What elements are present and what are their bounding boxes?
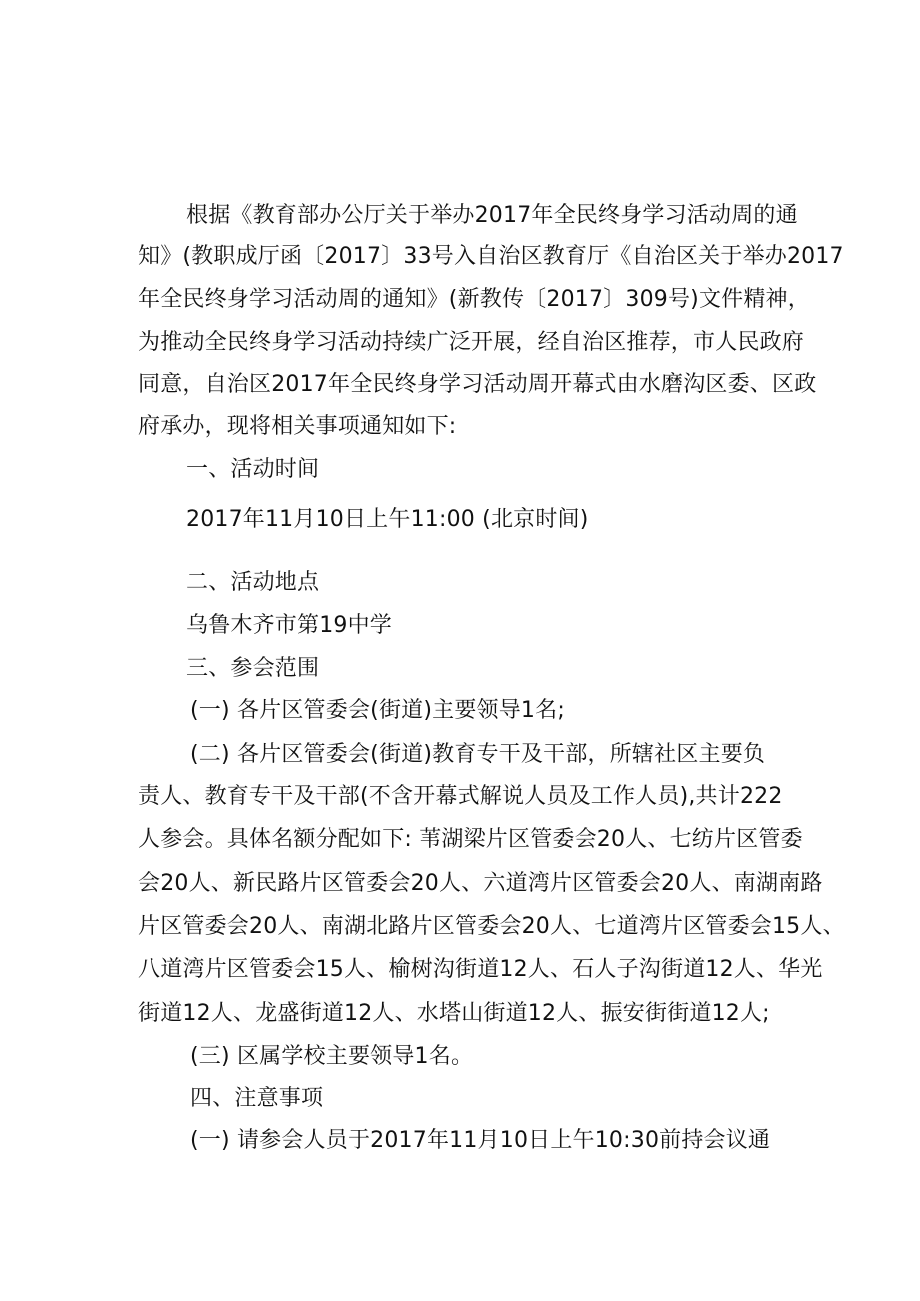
section3-item2-line-5: 片区管委会20人、南湖北路片区管委会20人、七道湾片区管委会15人、 <box>138 914 845 939</box>
section3-heading: 三、参会范围 <box>186 656 320 681</box>
section1-heading: 一、活动时间 <box>186 457 320 482</box>
section3-item2-line-4: 会20人、新民路片区管委会20人、六道湾片区管委会20人、南湖南路 <box>138 871 823 896</box>
section3-item2-line-7: 街道12人、龙盛街道12人、水塔山街道12人、振安街街道12人; <box>138 1001 770 1026</box>
section3-item1: (一) 各片区管委会(街道)主要领导1名; <box>190 698 565 723</box>
section1-content: 2017年11月10日上午11:00 (北京时间) <box>186 507 589 532</box>
section2-heading: 二、活动地点 <box>186 570 320 595</box>
section3-item3: (三) 区属学校主要领导1名。 <box>190 1044 474 1069</box>
intro-line-5: 同意，自治区2017年全民终身学习活动周开幕式由水磨沟区委、区政 <box>138 372 817 397</box>
intro-line-3: 年全民终身学习活动周的通知》(新教传〔2017〕309号)文件精神， <box>138 287 810 312</box>
section4-item1-line: (一) 请参会人员于2017年11月10日上午10:30前持会议通 <box>190 1128 771 1153</box>
section3-item2-line-6: 八道湾片区管委会15人、榆树沟街道12人、石人子沟街道12人、华光 <box>138 957 823 982</box>
section3-item2-line-3: 人参会。具体名额分配如下: 苇湖梁片区管委会20人、七纺片区管委 <box>138 827 803 852</box>
intro-line-1: 根据《教育部办公厅关于举办2017年全民终身学习活动周的通 <box>186 203 798 228</box>
intro-line-4: 为推动全民终身学习活动持续广泛开展，经自治区推荐，市人民政府 <box>138 330 805 355</box>
section3-item2-line-1: (二) 各片区管委会(街道)教育专干及干部，所辖社区主要负 <box>190 742 766 767</box>
section2-content: 乌鲁木齐市第19中学 <box>186 613 392 638</box>
section3-item2-line-2: 责人、教育专干及干部(不含开幕式解说人员及工作人员),共计222 <box>138 784 783 809</box>
intro-line-6: 府承办，现将相关事项通知如下: <box>138 414 457 439</box>
intro-line-2: 知》(教职成厅函〔2017〕33号入自治区教育厅《自治区关于举办2017 <box>138 244 844 269</box>
section4-heading: 四、注意事项 <box>190 1086 324 1111</box>
